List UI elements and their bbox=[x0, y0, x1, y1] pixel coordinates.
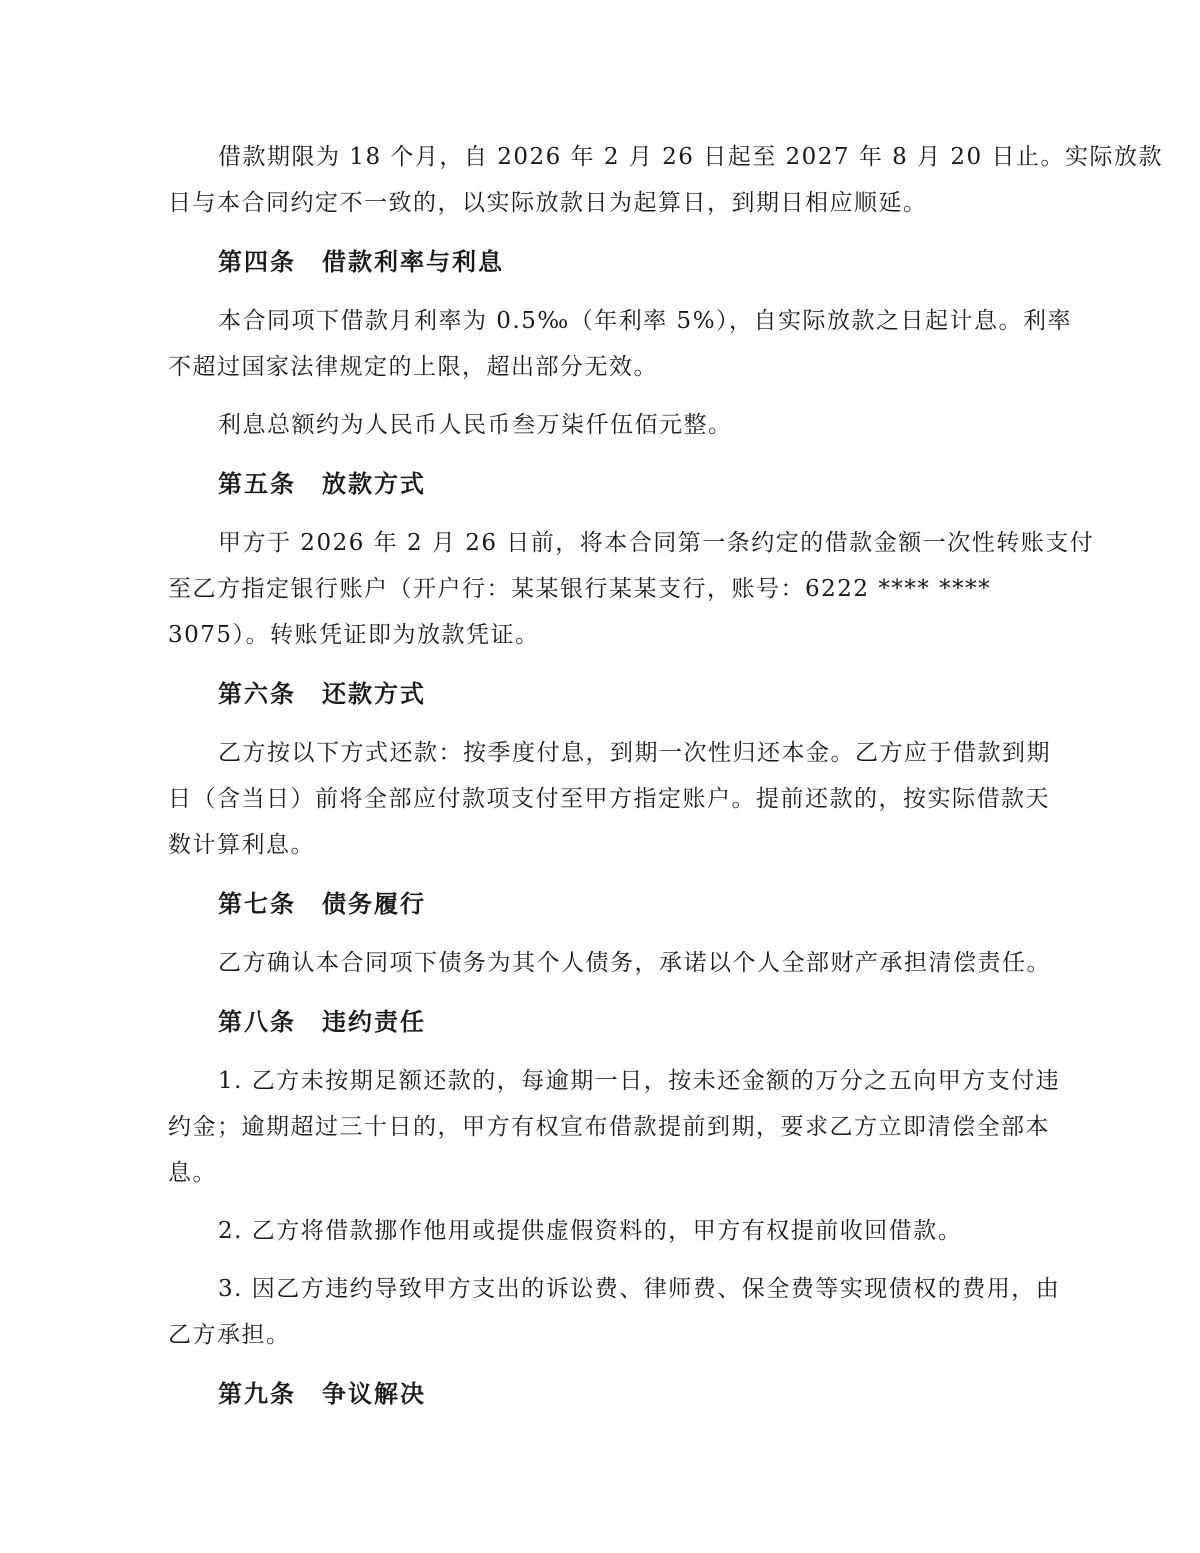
paragraph-line: 约金；逾期超过三十日的，甲方有权宣布借款提前到期，要求乙方立即清偿全部本 bbox=[168, 1114, 1050, 1140]
article-title: 违约责任 bbox=[322, 1007, 426, 1036]
paragraph-line: 甲方于 2026 年 2 月 26 日前，将本合同第一条约定的借款金额一次性转账支付 bbox=[218, 530, 1095, 556]
paragraph-line: 日与本合同约定不一致的，以实际放款日为起算日，到期日相应顺延。 bbox=[168, 190, 928, 216]
article-number: 第六条 bbox=[218, 679, 296, 708]
article-7-heading bbox=[218, 889, 426, 919]
paragraph-line: 借款期限为 18 个月，自 2026 年 2 月 26 日起至 2027 年 8 月 20 日止。实际放款 bbox=[218, 144, 1163, 170]
paragraph-line: 利息总额约为人民币人民币叁万柒仟伍佰元整。 bbox=[218, 412, 733, 438]
article-9-heading bbox=[218, 1379, 426, 1409]
paragraph-line: 乙方确认本合同项下债务为其个人债务，承诺以个人全部财产承担清偿责任。 bbox=[218, 950, 1051, 976]
paragraph-line: 3075）。转账凭证即为放款凭证。 bbox=[168, 622, 540, 648]
paragraph-line: 不超过国家法律规定的上限，超出部分无效。 bbox=[168, 354, 658, 380]
article-title: 争议解决 bbox=[322, 1379, 426, 1408]
paragraph-line: 数计算利息。 bbox=[168, 832, 315, 858]
paragraph-line: 2. 乙方将借款挪作他用或提供虚假资料的，甲方有权提前收回借款。 bbox=[218, 1218, 963, 1244]
article-number: 第五条 bbox=[218, 469, 296, 498]
article-number: 第七条 bbox=[218, 889, 296, 918]
article-5-heading bbox=[218, 469, 426, 499]
article-4-heading bbox=[218, 247, 504, 277]
article-title: 借款利率与利息 bbox=[322, 247, 504, 276]
paragraph-line: 3. 因乙方违约导致甲方支出的诉讼费、律师费、保全费等实现债权的费用，由 bbox=[218, 1276, 1061, 1302]
paragraph-line: 日（含当日）前将全部应付款项支付至甲方指定账户。提前还款的，按实际借款天 bbox=[168, 786, 1050, 812]
paragraph-line: 1. 乙方未按期足额还款的，每逾期一日，按未还金额的万分之五向甲方支付违 bbox=[218, 1068, 1061, 1094]
paragraph-line: 至乙方指定银行账户（开户行：某某银行某某支行，账号：6222 **** **** bbox=[168, 576, 992, 602]
article-title: 还款方式 bbox=[322, 679, 426, 708]
article-number: 第四条 bbox=[218, 247, 296, 276]
paragraph-line: 乙方按以下方式还款：按季度付息，到期一次性归还本金。乙方应于借款到期 bbox=[218, 740, 1051, 766]
article-6-heading bbox=[218, 679, 426, 709]
paragraph-line: 本合同项下借款月利率为 0.5‰（年利率 5%），自实际放款之日起计息。利率 bbox=[218, 308, 1073, 334]
article-title: 债务履行 bbox=[322, 889, 426, 918]
article-number: 第九条 bbox=[218, 1379, 296, 1408]
article-8-heading bbox=[218, 1007, 426, 1037]
article-title: 放款方式 bbox=[322, 469, 426, 498]
paragraph-line: 乙方承担。 bbox=[168, 1322, 291, 1348]
article-number: 第八条 bbox=[218, 1007, 296, 1036]
paragraph-line: 息。 bbox=[168, 1160, 217, 1186]
